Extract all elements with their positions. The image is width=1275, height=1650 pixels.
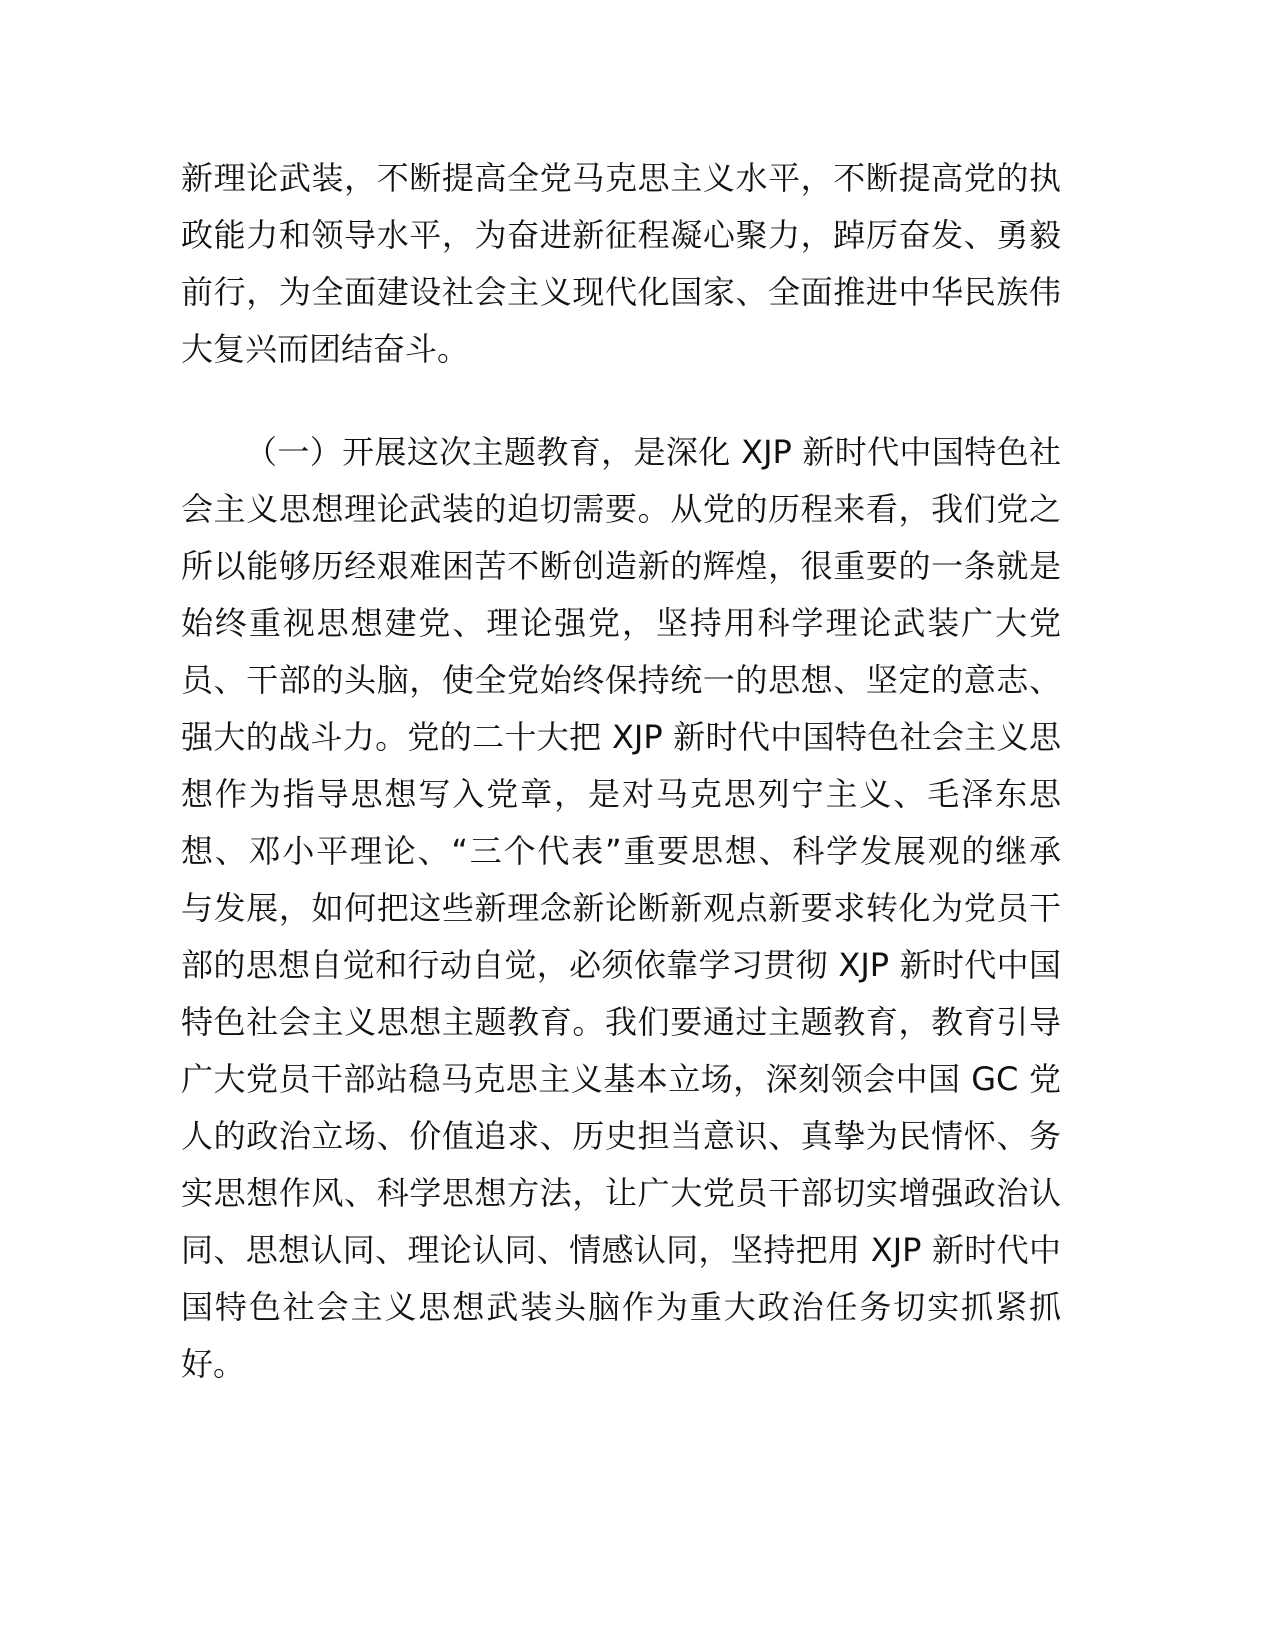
- text-line: （一）开展这次主题教育，是深化 XJP 新时代中国特色社: [245, 433, 1061, 471]
- text-line: 国特色社会主义思想武装头脑作为重大政治任务切实抓紧抓: [181, 1288, 1061, 1326]
- text-line: 政能力和领导水平，为奋进新征程凝心聚力，踔厉奋发、勇毅: [181, 216, 1061, 254]
- text-line: 始终重视思想建党、理论强党，坚持用科学理论武装广大党: [181, 604, 1061, 642]
- text-line: 实思想作风、科学思想方法，让广大党员干部切实增强政治认: [181, 1174, 1061, 1212]
- text-line: 人的政治立场、价值追求、历史担当意识、真挚为民情怀、务: [181, 1117, 1061, 1155]
- text-line: 特色社会主义思想主题教育。我们要通过主题教育，教育引导: [181, 1003, 1061, 1041]
- text-line: 部的思想自觉和行动自觉，必须依靠学习贯彻 XJP 新时代中国: [181, 946, 1061, 984]
- text-line: 前行，为全面建设社会主义现代化国家、全面推进中华民族伟: [181, 273, 1061, 311]
- text-line: 想、邓小平理论、“三个代表”重要思想、科学发展观的继承: [181, 832, 1061, 870]
- text-line: 强大的战斗力。党的二十大把 XJP 新时代中国特色社会主义思: [181, 718, 1061, 756]
- text-line: 会主义思想理论武装的迫切需要。从党的历程来看，我们党之: [181, 490, 1061, 528]
- text-line: 新理论武装，不断提高全党马克思主义水平，不断提高党的执: [181, 159, 1061, 197]
- paragraph-2: [181, 424, 1061, 1393]
- text-line: 广大党员干部站稳马克思主义基本立场，深刻领会中国 GC 党: [181, 1060, 1061, 1098]
- text-line: 想作为指导思想写入党章，是对马克思列宁主义、毛泽东思: [181, 775, 1061, 813]
- text-line: 员、干部的头脑，使全党始终保持统一的思想、坚定的意志、: [181, 661, 1061, 699]
- paragraph-1: [181, 150, 1061, 378]
- text-line: 同、思想认同、理论认同、情感认同，坚持把用 XJP 新时代中: [181, 1231, 1061, 1269]
- text-line: 大复兴而团结奋斗。: [181, 330, 470, 368]
- text-line: 好。: [181, 1345, 246, 1383]
- text-line: 与发展，如何把这些新理念新论断新观点新要求转化为党员干: [181, 889, 1061, 927]
- document-body: [181, 150, 1061, 1393]
- text-line: 所以能够历经艰难困苦不断创造新的辉煌，很重要的一条就是: [181, 547, 1061, 585]
